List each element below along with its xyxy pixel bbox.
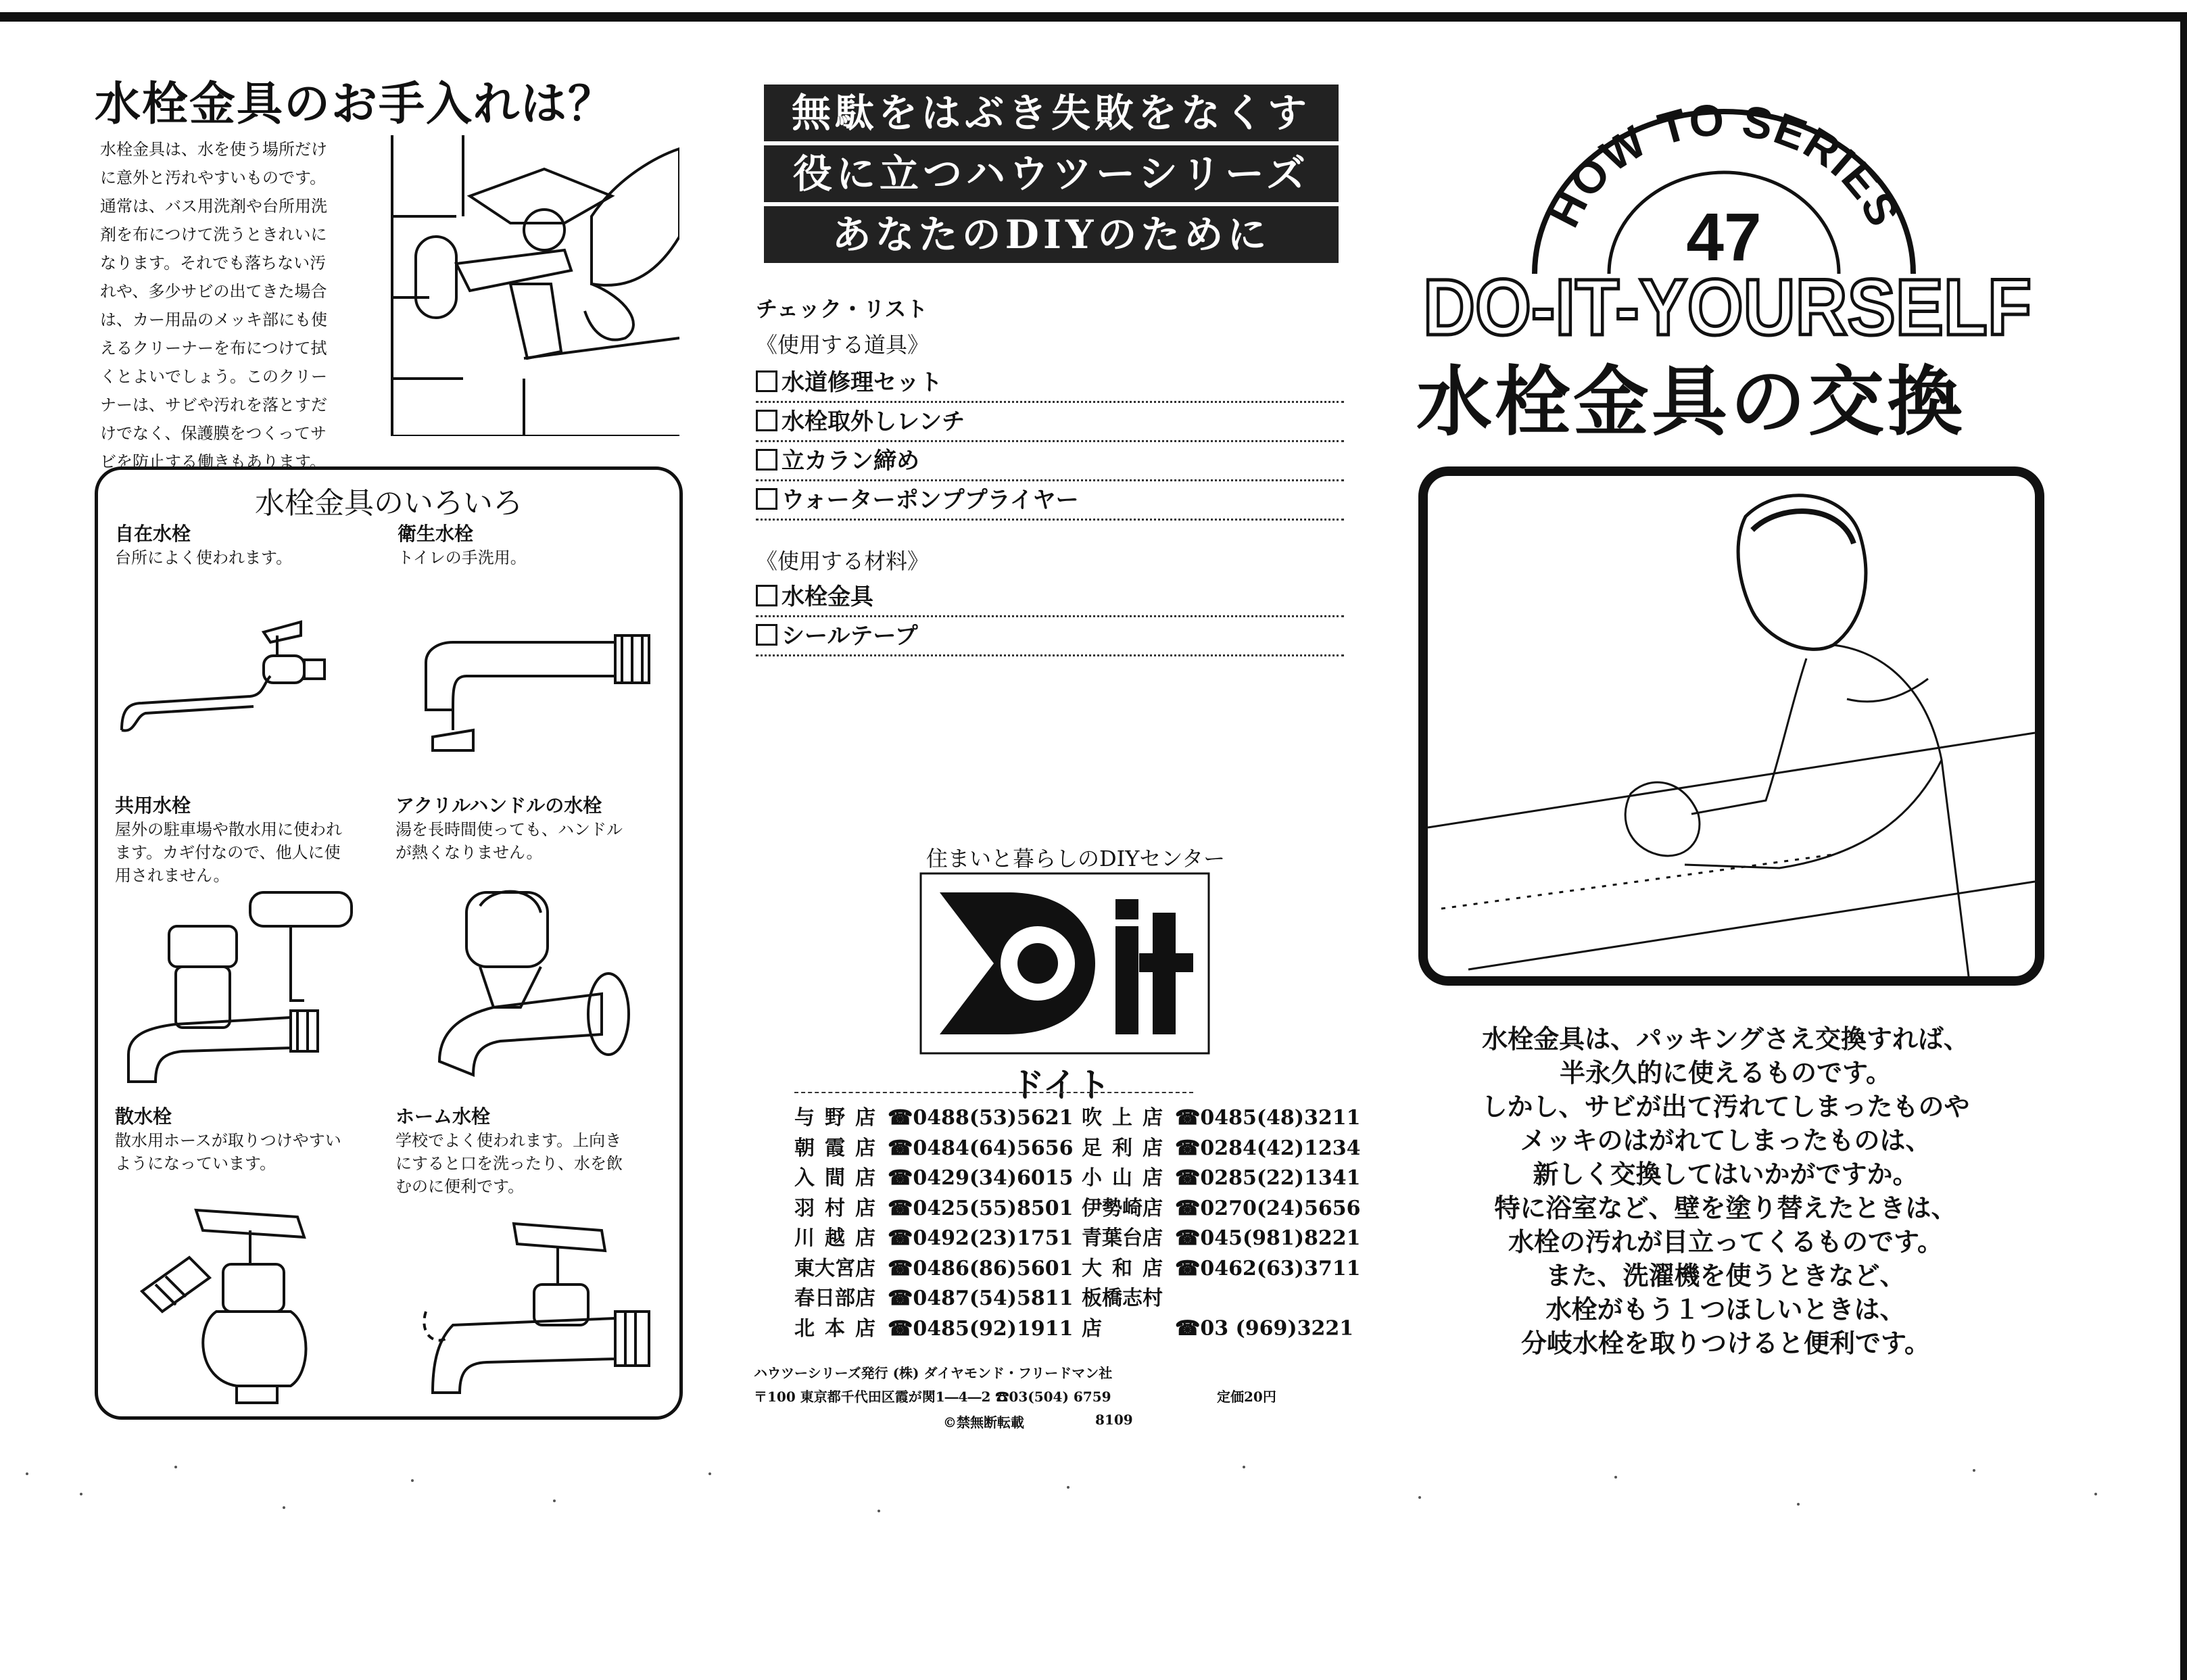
care-line: に意外と汚れやすいものです。 [100, 168, 327, 187]
store-tel: ☎03 (969)3221 [1175, 1316, 1354, 1341]
care-line: れや、多少サビの出てきた場合 [100, 282, 327, 301]
scan-noise [0, 1447, 2187, 1528]
faucet-desc: 用されません。 [115, 866, 230, 885]
checklist-item-label: 水道修理セット [782, 369, 942, 396]
copyright: ©禁無断転載 [943, 1414, 1024, 1431]
faucet-item [115, 791, 342, 887]
store-name: 青葉台店 [1082, 1226, 1163, 1250]
intro-line: 水栓がもう１つほしいときは、 [1545, 1295, 1906, 1324]
checklist-item [756, 442, 1344, 481]
faucet-name: 衛生水栓 [398, 523, 474, 545]
care-line: くとよいでしょう。このクリー [100, 367, 327, 386]
faucet-desc: ます。カギ付なので、他人に使 [115, 843, 341, 862]
store-row [794, 1254, 1074, 1285]
store-tel: ☎0486(86)5601 [888, 1256, 1074, 1280]
main-title: 水栓金具の交換 [1416, 358, 1965, 446]
faucet-desc: むのに便利です。 [395, 1177, 525, 1196]
store-tel: ☎0484(64)5656 [888, 1136, 1074, 1160]
care-line: 水栓金具は、水を使う場所だけ [100, 140, 327, 159]
checkbox[interactable] [756, 488, 777, 510]
man-washing-hands-photo [1418, 466, 2044, 986]
care-line: ナーは、サビや汚れを落とすだ [100, 395, 327, 414]
intro-line: メッキのはがれてしまったものは、 [1520, 1126, 1931, 1155]
logo-kana: ドイト [1011, 1065, 1111, 1105]
banner-line: あなたのDIYのために [764, 206, 1339, 263]
acrylic-handle-faucet-drawing [426, 879, 656, 1082]
store-row [1082, 1254, 1361, 1285]
store-name: 大和店 [1082, 1256, 1163, 1280]
store-name: 入間店 [794, 1166, 875, 1190]
checklist-item-label: 立カラン締め [782, 448, 919, 475]
intro-line: 特に浴室など、壁を塗り替えたときは、 [1494, 1193, 1957, 1223]
store-name: 羽村店 [794, 1196, 875, 1220]
faucet-item [398, 519, 527, 569]
care-line: ビを防止する働きもあります。 [100, 452, 327, 471]
store-tel: ☎0485(48)3211 [1175, 1106, 1361, 1130]
faucet-desc: トイレの手洗用。 [398, 548, 527, 567]
checklist-item [756, 617, 1344, 656]
intro-line: 水栓の汚れが目立ってくるものです。 [1508, 1227, 1943, 1257]
doit-logo-text: DOit [919, 872, 921, 873]
divider [794, 1092, 1193, 1093]
faucet-name: 共用水栓 [115, 794, 191, 817]
store-list-left [794, 1103, 1074, 1344]
care-line: けでなく、保護膜をつくってサ [100, 424, 327, 443]
store-tel: ☎0488(53)5621 [888, 1106, 1074, 1130]
publisher-address: 〒100 東京都千代田区霞が関1―4―2 ☎03(504) 6759 [754, 1389, 1111, 1405]
cleaning-faucet-illustration [389, 135, 679, 436]
store-tel: ☎0492(23)1751 [888, 1226, 1074, 1250]
faucet-name: 散水栓 [115, 1105, 172, 1128]
store-row [794, 1224, 1074, 1254]
store-name: 東大宮店 [794, 1256, 875, 1280]
doit-logo-mark [919, 872, 1210, 1055]
print-code: 8109 [1095, 1412, 1133, 1428]
care-text [100, 135, 357, 476]
store-tel: ☎0284(42)1234 [1175, 1136, 1361, 1160]
care-line: えるクリーナーを布につけて拭 [100, 339, 327, 358]
store-tel: ☎0462(63)3711 [1175, 1256, 1361, 1280]
intro-line: 分岐水栓を取りつけると便利です。 [1521, 1328, 1930, 1358]
series-number: 47 [1686, 199, 1762, 275]
faucet-name: ホーム水栓 [395, 1105, 491, 1128]
store-row [1082, 1163, 1361, 1194]
care-line: なります。それでも落ちない汚 [100, 254, 327, 272]
store-tel: ☎0425(55)8501 [888, 1196, 1074, 1220]
home-faucet-drawing [412, 1210, 663, 1399]
faucet-desc: が熱くなりません。 [395, 843, 543, 862]
swivel-faucet-drawing [115, 595, 358, 744]
store-tel: ☎045(981)8221 [1175, 1226, 1361, 1250]
store-tel: ☎0270(24)5656 [1175, 1196, 1361, 1220]
intro-line: また、洗濯機を使うときなど、 [1545, 1261, 1906, 1291]
diy-heading [1420, 267, 2035, 345]
faucet-desc: 台所によく使われます。 [115, 548, 293, 567]
store-name: 春日部店 [794, 1287, 875, 1310]
checklist-item [756, 403, 1344, 442]
store-row [1082, 1134, 1361, 1164]
checklist-title: チェック・リスト [756, 296, 928, 322]
price: 定価20円 [1217, 1389, 1276, 1405]
tools-heading: 《使用する道具》 [756, 332, 930, 358]
store-tel: ☎0285(22)1341 [1175, 1166, 1361, 1190]
faucet-desc: 学校でよく使われます。上向き [395, 1131, 622, 1150]
store-tel: ☎0429(34)6015 [888, 1166, 1074, 1190]
store-row [1082, 1284, 1361, 1344]
checklist-item-label: シールテープ [782, 623, 918, 650]
shared-faucet-drawing [115, 879, 358, 1102]
care-line: 剤を布につけて洗うときれいに [100, 225, 327, 244]
checklist-item-label: 水栓金具 [782, 583, 873, 610]
store-row [1082, 1194, 1361, 1224]
checkbox[interactable] [756, 624, 777, 646]
store-row [1082, 1224, 1361, 1254]
care-title: 水栓金具のお手入れは？ [95, 77, 616, 131]
faucet-name: 自在水栓 [115, 523, 191, 545]
intro-line: 水栓金具は、パッキングさえ交換すれば、 [1482, 1024, 1969, 1054]
logo-caption: 住まいと暮らしのDIYセンター [926, 846, 1226, 871]
faucet-desc: 散水用ホースが取りつけやすい [115, 1131, 341, 1150]
intro-line: 新しく交換してはいかがですか。 [1533, 1159, 1919, 1189]
series-badge [1514, 101, 1933, 277]
faucet-item [115, 1102, 341, 1175]
checklist-item-label: 水栓取外しレンチ [782, 408, 965, 435]
checkbox[interactable] [756, 370, 777, 392]
store-list-right [1082, 1103, 1361, 1344]
faucet-item [395, 791, 623, 864]
intro-line: しかし、サビが出て汚れてしまったものや [1481, 1092, 1970, 1122]
store-tel: ☎0485(92)1911 [888, 1316, 1074, 1341]
sprinkler-faucet-drawing [135, 1190, 358, 1406]
store-row [794, 1134, 1074, 1164]
store-tel: ☎0487(54)5811 [888, 1287, 1074, 1310]
series-arc-text: HOW TO SERIES [1538, 101, 1910, 235]
faucet-desc: 湯を長時間使っても、ハンドル [395, 820, 623, 839]
store-name: 伊勢崎店 [1082, 1196, 1163, 1220]
right-border [2180, 12, 2187, 1680]
faucet-desc: 屋外の駐車場や散水用に使われ [115, 820, 342, 839]
publisher-line: ハウツーシリーズ発行 (株) ダイヤモンド・フリードマン社 [754, 1365, 1113, 1381]
store-name: 川越店 [794, 1226, 875, 1250]
care-line: は、カー用品のメッキ部にも使 [100, 310, 327, 329]
checklist-item [756, 364, 1344, 403]
checkbox[interactable] [756, 585, 777, 606]
store-name: 与野店 [794, 1106, 875, 1130]
store-row [794, 1314, 1074, 1345]
store-row [794, 1103, 1074, 1134]
intro-line: 半永久的に使えるものです。 [1560, 1058, 1892, 1088]
checkbox[interactable] [756, 410, 777, 431]
store-name: 朝霞店 [794, 1136, 875, 1160]
intro-paragraph [1420, 1022, 2032, 1360]
store-name: 吹上店 [1082, 1106, 1163, 1130]
store-name: 小山店 [1082, 1166, 1163, 1190]
faucet-name: アクリルハンドルの水栓 [395, 794, 602, 817]
care-line: 通常は、バス用洗剤や台所用洗 [100, 197, 327, 216]
store-name: 北本店 [794, 1316, 875, 1341]
checkbox[interactable] [756, 449, 777, 471]
checklist-item [756, 578, 1344, 617]
store-row [794, 1194, 1074, 1224]
store-row [794, 1284, 1074, 1314]
faucet-desc: ようになっています。 [115, 1154, 277, 1173]
store-row [794, 1163, 1074, 1194]
store-row [1082, 1103, 1361, 1134]
banner-line: 無駄をはぶき失敗をなくす [764, 85, 1339, 141]
faucet-item [115, 519, 292, 569]
checklist-item-label: ウォーターポンププライヤー [782, 487, 1079, 514]
diy-text: DO-IT-YOURSELF [1423, 267, 2032, 345]
top-border [0, 12, 2187, 22]
doit-logo [919, 872, 1210, 1055]
materials-heading: 《使用する材料》 [756, 548, 930, 574]
faucet-types-title: 水栓金具のいろいろ [255, 486, 523, 521]
store-name: 板橋志村店 [1082, 1287, 1163, 1341]
checklist-item [756, 481, 1344, 521]
sanitary-faucet-drawing [412, 622, 669, 757]
photo-drawing [1428, 476, 2035, 976]
faucet-item [395, 1102, 623, 1198]
banner-line: 役に立つハウツーシリーズ [764, 145, 1339, 202]
store-name: 足利店 [1082, 1136, 1163, 1160]
faucet-desc: にすると口を洗ったり、水を飲 [395, 1154, 623, 1173]
